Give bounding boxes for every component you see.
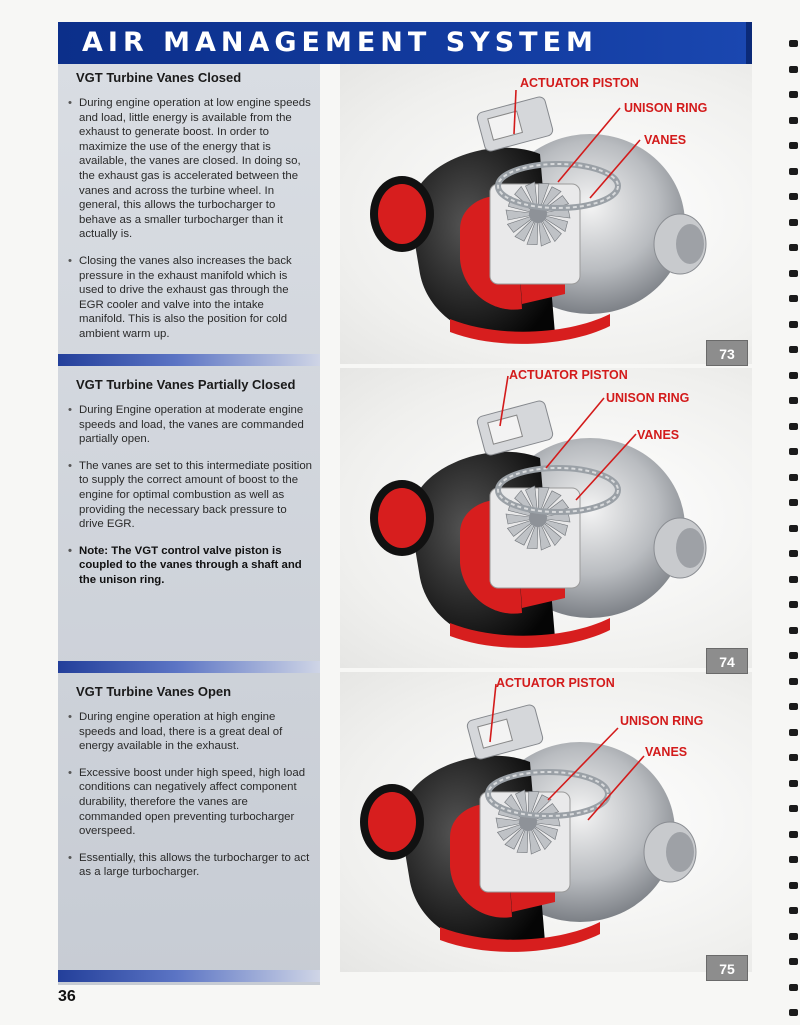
label-vanes: VANES bbox=[644, 133, 687, 147]
figure-number: 74 bbox=[706, 648, 748, 674]
binding-loop bbox=[789, 882, 798, 889]
label-vanes: VANES bbox=[637, 428, 680, 442]
binding-loop bbox=[789, 856, 798, 863]
binding-loop bbox=[789, 499, 798, 506]
binding-loop bbox=[789, 933, 798, 940]
binding-loop bbox=[789, 729, 798, 736]
page-title: AIR MANAGEMENT SYSTEM bbox=[82, 27, 598, 58]
binding-loop bbox=[789, 1009, 798, 1016]
binding-loop bbox=[789, 91, 798, 98]
label-actuator-piston: ACTUATOR PISTON bbox=[496, 676, 615, 690]
note-item: • Note: The VGT control valve piston is coupled to the vanes through a shaft and the unison ring. bbox=[66, 544, 312, 588]
bullet-item: • Excessive boost under high speed, high load conditions can negatively affect component durability, therefore the vanes are commanded open preventing turbocharger overspeed. bbox=[66, 766, 312, 839]
binding-loop bbox=[789, 142, 798, 149]
page-number: 36 bbox=[58, 988, 76, 1005]
binding-loop bbox=[789, 652, 798, 659]
binding-loop bbox=[789, 958, 798, 965]
binding-loop bbox=[789, 321, 798, 328]
binding-loop bbox=[789, 780, 798, 787]
binding-loop bbox=[789, 117, 798, 124]
binding-loop bbox=[789, 550, 798, 557]
header-bar bbox=[58, 22, 752, 64]
bullet-item: • Essentially, this allows the turbocharger to act as a large turbocharger. bbox=[66, 851, 312, 880]
bullet-item: • The vanes are set to this intermediate position to supply the correct amount of boost to the engine for optimal combustion as well as providing the necessary back pressure to drive EGR. bbox=[66, 459, 312, 532]
binding-loop bbox=[789, 831, 798, 838]
bullet-item: • Closing the vanes also increases the back pressure in the exhaust manifold which is used to drive the exhaust gas through the EGR cooler and valve into the intake manifold. This is also the position for cold ambient warm up. bbox=[66, 254, 312, 342]
bullet-item: • During engine operation at low engine speeds and load, little energy is available from the exhaust to generate boost. In order to maximize the use of the energy that is available, the vanes are closed. In doing so, the exhaust gas is accelerated between the vanes and across the turbine wheel. In general, this allows the turbocharger to behave as a smaller turbocharger than it actually is. bbox=[66, 96, 312, 242]
turbocharger-cutaway-illustration bbox=[340, 368, 752, 668]
binding-loop bbox=[789, 423, 798, 430]
binding-loop bbox=[789, 576, 798, 583]
bullet-item: • During engine operation at high engine speeds and load, there is a great deal of energy available in the exhaust. bbox=[66, 710, 312, 754]
section-heading: VGT Turbine Vanes Partially Closed bbox=[76, 377, 296, 392]
spiral-binding bbox=[786, 0, 800, 1025]
bullet-list bbox=[66, 710, 312, 880]
label-unison-ring: UNISON RING bbox=[620, 714, 704, 728]
binding-loop bbox=[789, 40, 798, 47]
binding-loop bbox=[789, 678, 798, 685]
footer-rule bbox=[58, 970, 320, 982]
section-divider bbox=[58, 354, 320, 366]
binding-loop bbox=[789, 601, 798, 608]
label-actuator-piston: ACTUATOR PISTON bbox=[520, 76, 639, 90]
bullet-list bbox=[66, 96, 312, 342]
section-vanes-partially-closed bbox=[58, 377, 320, 600]
binding-loop bbox=[789, 219, 798, 226]
figure-number: 73 bbox=[706, 340, 748, 366]
binding-loop bbox=[789, 754, 798, 761]
binding-loop bbox=[789, 244, 798, 251]
label-vanes: VANES bbox=[645, 745, 688, 759]
section-divider bbox=[58, 661, 320, 673]
binding-loop bbox=[789, 525, 798, 532]
binding-loop bbox=[789, 474, 798, 481]
binding-loop bbox=[789, 984, 798, 991]
section-heading: VGT Turbine Vanes Closed bbox=[76, 70, 242, 85]
binding-loop bbox=[789, 193, 798, 200]
binding-loop bbox=[789, 397, 798, 404]
binding-loop bbox=[789, 168, 798, 175]
section-heading: VGT Turbine Vanes Open bbox=[76, 684, 232, 699]
binding-loop bbox=[789, 627, 798, 634]
bullet-list bbox=[66, 403, 312, 588]
binding-loop bbox=[789, 703, 798, 710]
binding-loop bbox=[789, 805, 798, 812]
figure-74-panel bbox=[340, 368, 752, 668]
binding-loop bbox=[789, 295, 798, 302]
label-unison-ring: UNISON RING bbox=[606, 391, 690, 405]
label-unison-ring: UNISON RING bbox=[624, 101, 708, 115]
binding-loop bbox=[789, 372, 798, 379]
label-actuator-piston: ACTUATOR PISTON bbox=[509, 368, 628, 382]
section-vanes-open bbox=[58, 684, 320, 892]
figure-number: 75 bbox=[706, 955, 748, 981]
binding-loop bbox=[789, 270, 798, 277]
binding-loop bbox=[789, 346, 798, 353]
bullet-item: • During Engine operation at moderate engine speeds and load, the vanes are commanded partially open. bbox=[66, 403, 312, 447]
section-vanes-closed bbox=[58, 70, 320, 354]
binding-loop bbox=[789, 907, 798, 914]
binding-loop bbox=[789, 448, 798, 455]
binding-loop bbox=[789, 66, 798, 73]
